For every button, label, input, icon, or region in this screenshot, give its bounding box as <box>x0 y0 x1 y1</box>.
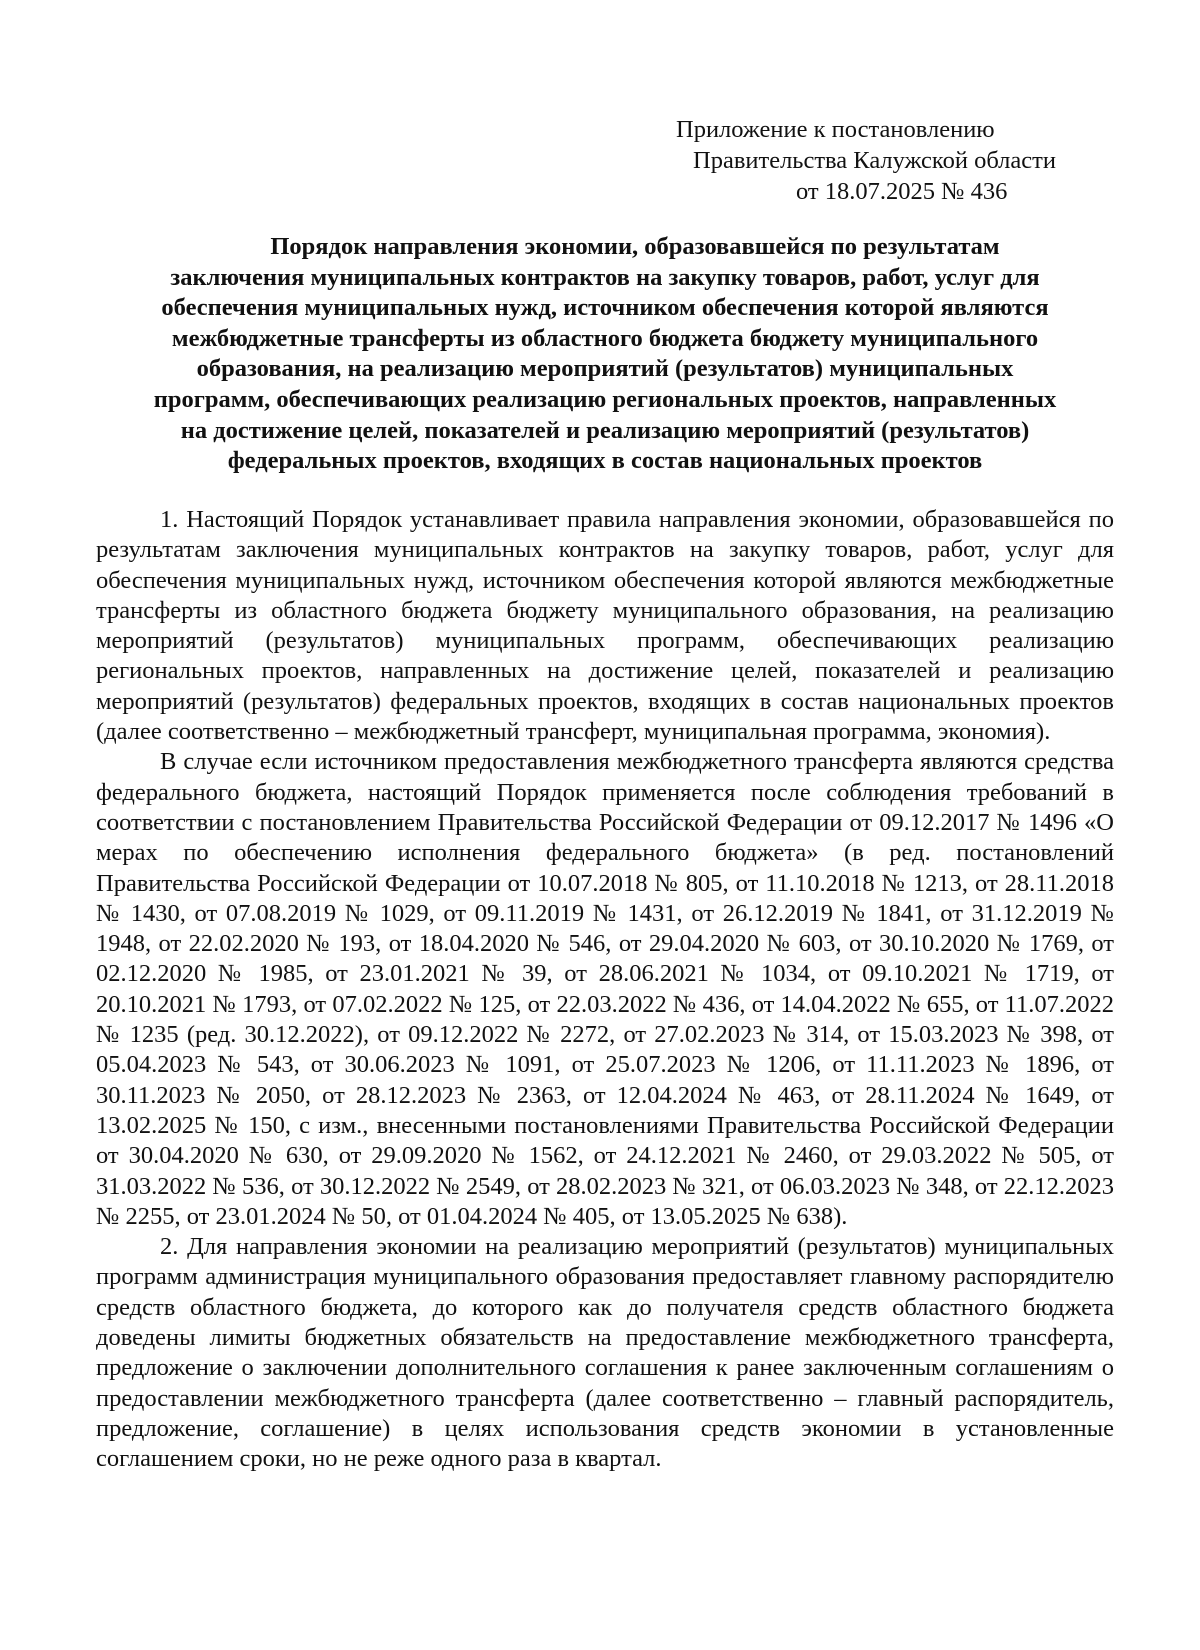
title-line-7: на достижение целей, показателей и реализацию мероприятий (результатов) <box>180 416 1030 444</box>
appendix-line-1: Приложение к постановлению <box>676 116 995 143</box>
title-line-3: обеспечения муниципальных нужд, источником обеспечения которой являются <box>161 294 1049 322</box>
title-line-2: заключения муниципальных контрактов на закупку товаров, работ, услуг для <box>170 263 1040 291</box>
document-body <box>96 505 1114 1475</box>
paragraph-3: 2. Для направления экономии на реализацию мероприятий (результатов) муниципальных программ администрация муниципального образования предоставляет главному распорядителю средств областного бюджета, до которого как до получателя средств областного бюджета доведены лимиты бюджетных обязательств на предоставление межбюджетного трансферта, предложение о заключении дополнительного соглашения к ранее заключенным соглашениям о предоставлении межбюджетного трансферта (далее соответственно – главный распорядитель, предложение, соглашение) в целях использования средств экономии в установленные соглашением сроки, но не реже одного раза в квартал. <box>96 1233 1114 1473</box>
document-title <box>96 232 1114 477</box>
appendix-header <box>560 114 1120 207</box>
title-line-8: федеральных проектов, входящих в состав национальных проектов <box>227 447 983 475</box>
appendix-line-2: Правительства Калужской области <box>693 147 1056 174</box>
paragraph-2: В случае если источником предоставления межбюджетного трансферта являются средства федерального бюджета, настоящий Порядок применяется после соблюдения требований в соответствии с постановлением Правительства Российской Федерации от 09.12.2017 № 1496 «О мерах по обеспечению исполнения федерального бюджета» (в ред. постановлений Правительства Российской Федерации от 10.07.2018 № 805, от 11.10.2018 № 1213, от 28.11.2018 № 1430, от 07.08.2019 № 1029, от 09.11.2019 № 1431, от 26.12.2019 № 1841, от 31.12.2019 № 1948, от 22.02.2020 № 193, от 18.04.2020 № 546, от 29.04.2020 № 603, от 30.10.2020 № 1769, от 02.12.2020 № 1985, от 23.01.2021 № 39, от 28.06.2021 № 1034, от 09.10.2021 № 1719, от 20.10.2021 № 1793, от 07.02.2022 № 125, от 22.03.2022 № 436, от 14.04.2022 № 655, от 11.07.2022 № 1235 (ред. 30.12.2022), от 09.12.2022 № 2272, от 27.02.2023 № 314, от 15.03.2023 № 398, от 05.04.2023 № 543, от 30.06.2023 № 1091, от 25.07.2023 № 1206, от 11.11.2023 № 1896, от 30.11.2023 № 2050, от 28.12.2023 № 2363, от 12.04.2024 № 463, от 28.11.2024 № 1649, от 13.02.2025 № 150, с изм., внесенными постановлениями Правительства Российской Федерации от 30.04.2020 № 630, от 29.09.2020 № 1562, от 24.12.2021 № 2460, от 29.03.2022 № 505, от 31.03.2022 № 536, от 30.12.2022 № 2549, от 28.02.2023 № 321, от 06.03.2023 № 348, от 22.12.2023 № 2255, от 23.01.2024 № 50, от 01.04.2024 № 405, от 13.05.2025 № 638). <box>96 748 1114 1230</box>
title-line-6: программ, обеспечивающих реализацию региональных проектов, направленных <box>153 385 1057 413</box>
paragraph-1: 1. Настоящий Порядок устанавливает правила направления экономии, образовавшейся по результатам заключения муниципальных контрактов на закупку товаров, работ, услуг для обеспечения муниципальных нужд, источником обеспечения которой являются межбюджетные трансферты из областного бюджета бюджету муниципального образования, на реализацию мероприятий (результатов) муниципальных программ, обеспечивающих реализацию региональных проектов, направленных на достижение целей, показателей и реализацию мероприятий (результатов) федеральных проектов, входящих в состав национальных проектов (далее соответственно – межбюджетный трансферт, муниципальная программа, экономия). <box>96 506 1114 746</box>
title-line-4: межбюджетные трансферты из областного бюджета бюджету муниципального <box>171 324 1039 352</box>
appendix-line-3: от 18.07.2025 № 436 <box>796 178 1008 205</box>
title-line-5: образования, на реализацию мероприятий (результатов) муниципальных <box>196 355 1014 383</box>
title-line-1: Порядок направления экономии, образовавшейся по результатам <box>270 233 1000 260</box>
